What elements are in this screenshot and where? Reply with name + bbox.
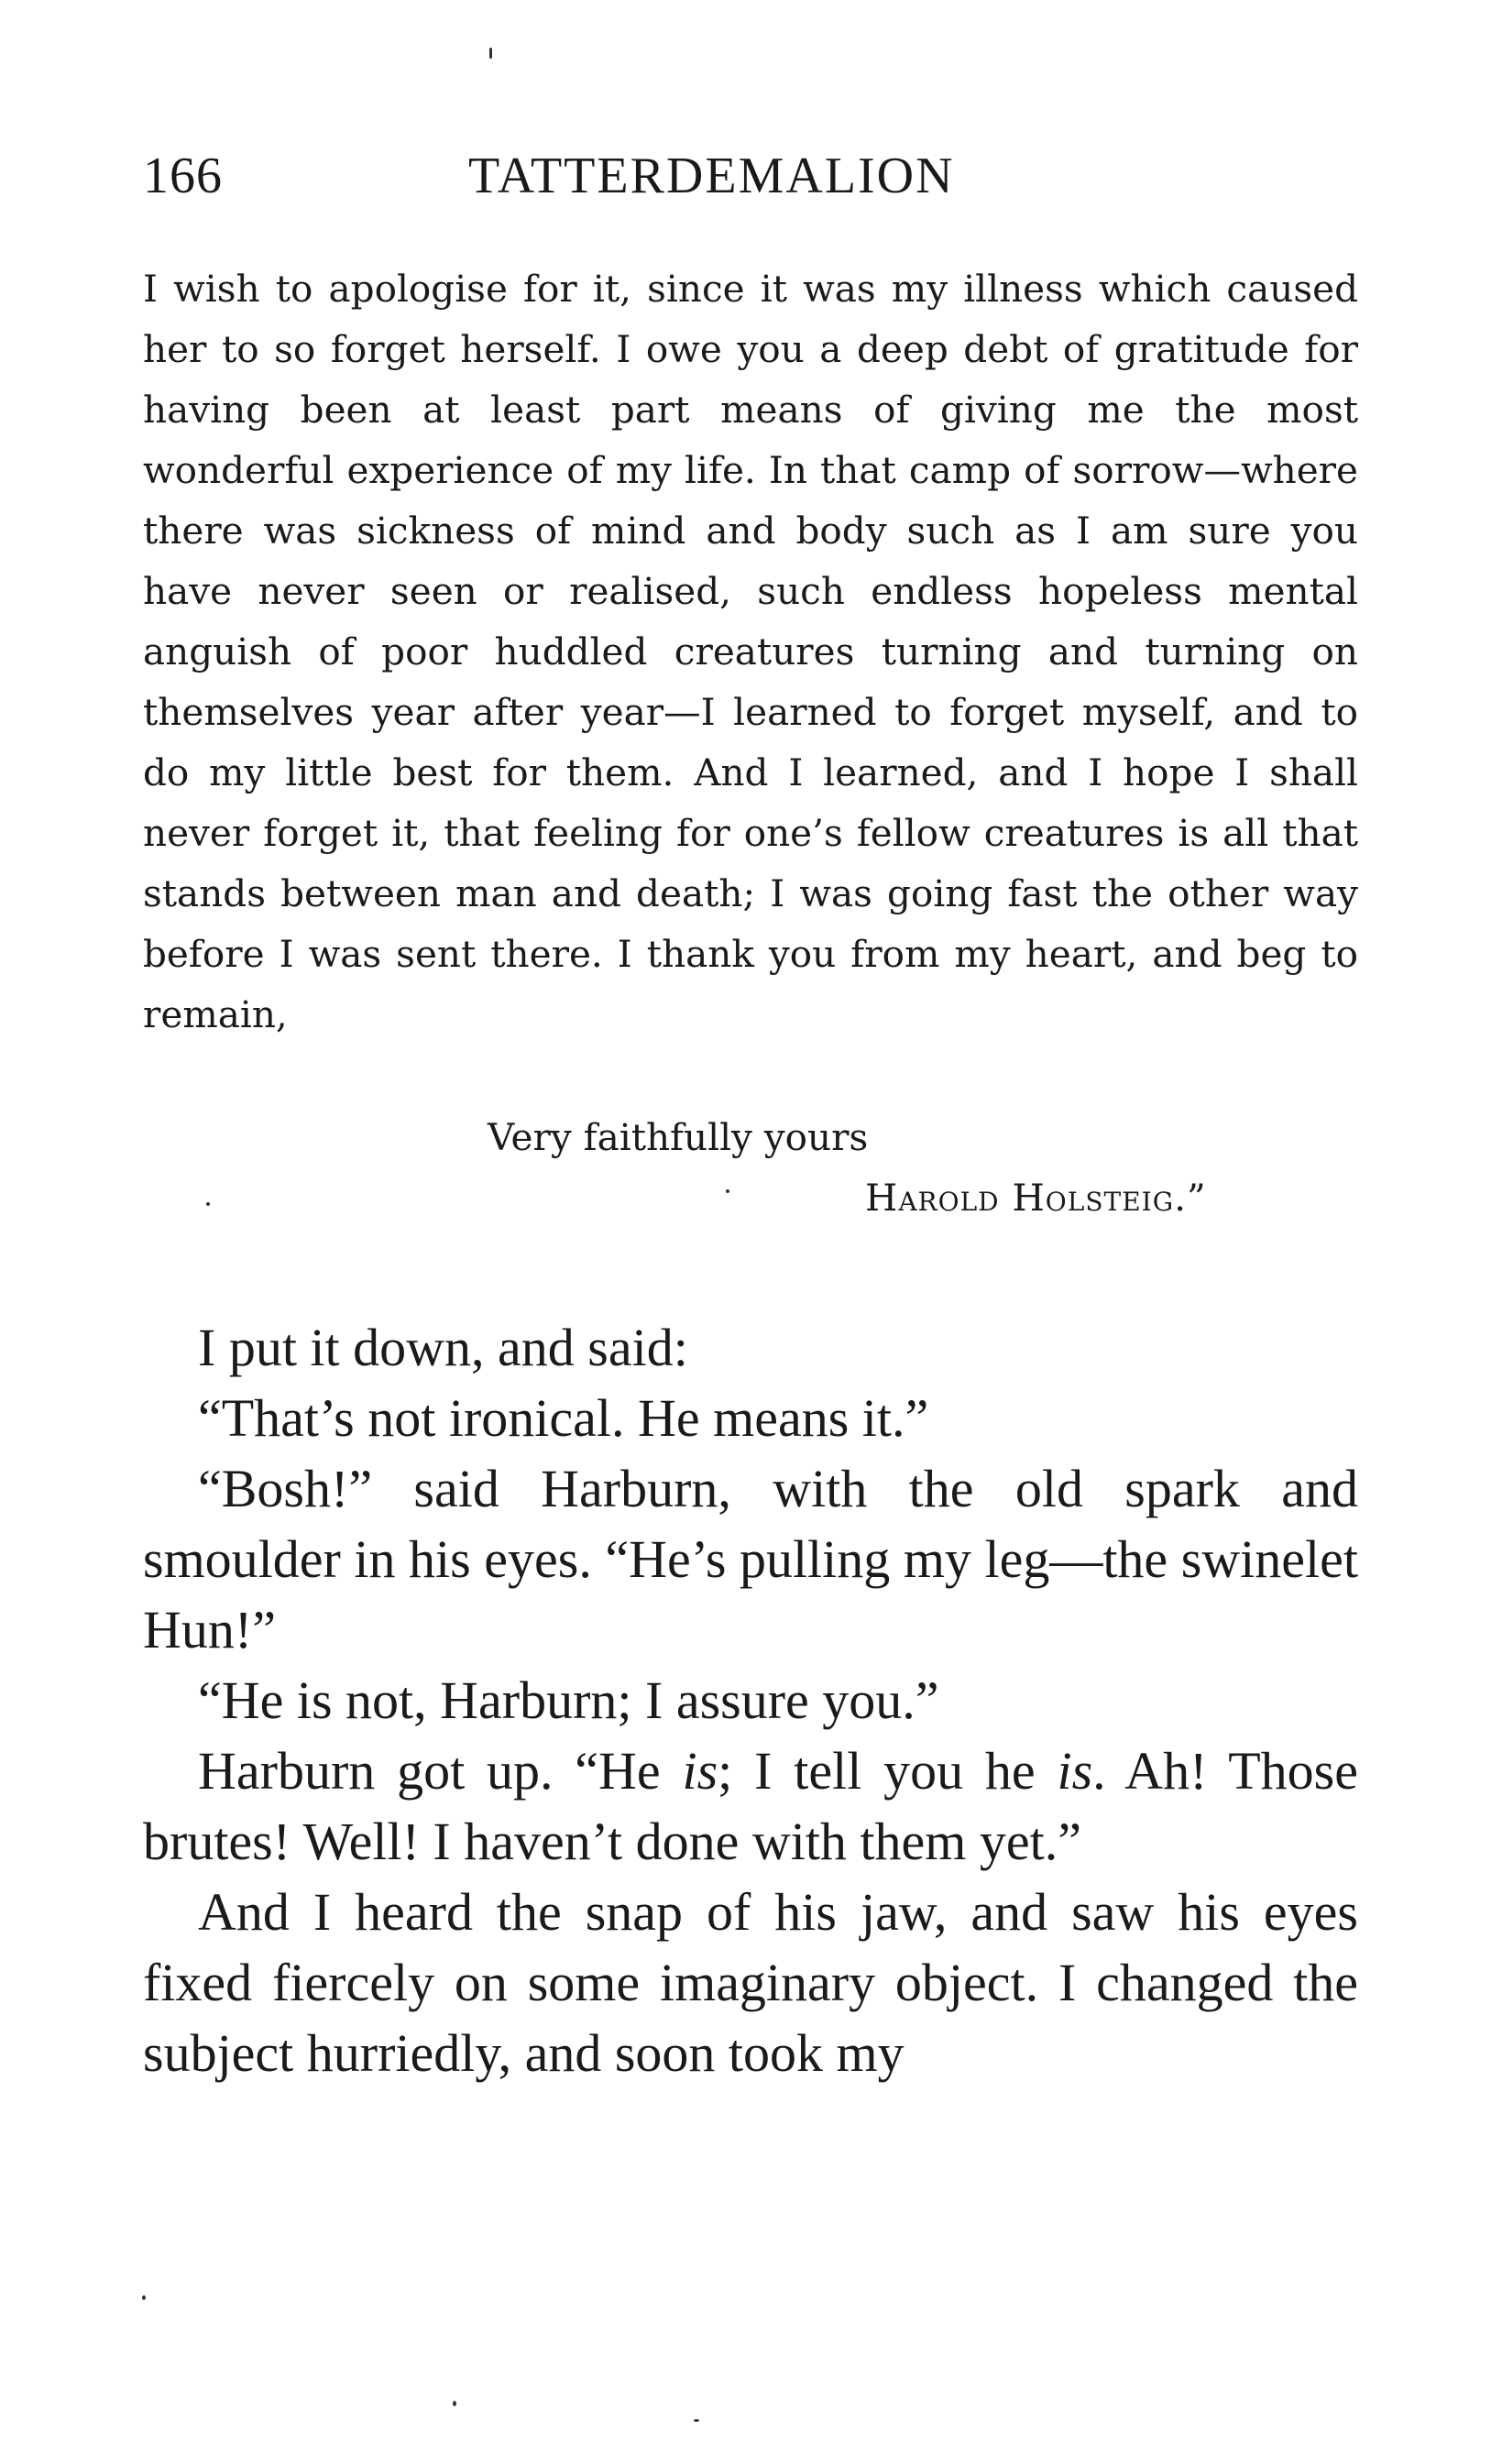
scan-speck (726, 1189, 729, 1193)
page-number: 166 (143, 148, 223, 204)
paragraph-5-part-2: ; I tell you he (718, 1741, 1058, 1801)
paragraph-5-part-3: . Ah! Those brutes! Well! I haven’t done with them yet.” (143, 1741, 1358, 1871)
narrative-text (143, 1312, 1358, 2088)
scan-speck (206, 1202, 210, 1206)
paragraph-4: “He is not, Harburn; I assure you.” (198, 1670, 939, 1730)
paragraph-5-emphasis-1: is (682, 1741, 718, 1801)
book-title: TATTERDEMALION (468, 148, 955, 204)
scan-speck (489, 48, 492, 59)
letter-body: I wish to apologise for it, since it was my illness which caused her to so forget herself. I owe you a deep debt of gratitude for having been at least part means of giving me the most wonderful experience of my life. In that camp of sorrow—where there was sickness of mind and body such as I am sure you have never seen or realised, such endless hopeless mental anguish of poor huddled creatures turning and turning on themselves year after year—I learned to forget myself, and to do my little best for them. And I learned, and I hope I shall never forget it, that feeling for one’s fellow creatures is all that stands between man and death; I was going fast the other way before I was sent there. I thank you from my heart, and beg to remain, (143, 267, 1358, 1036)
paragraph-2: “That’s not ironical. He means it.” (198, 1388, 929, 1448)
paragraph-3: “Bosh!” said Harburn, with the old spark and smoulder in his eyes. “He’s pulling my leg—the swinelet Hun!” (143, 1459, 1358, 1659)
scan-speck (142, 2295, 146, 2300)
paragraph-5-part-1: Harburn got up. “He (198, 1741, 683, 1801)
letter-closing: Very faithfully yours (488, 1115, 869, 1159)
letter-signature: Harold Holsteig.” (865, 1176, 1207, 1220)
paragraph-6: And I heard the snap of his jaw, and saw his eyes fixed fiercely on some imaginary object. I changed the subject hurriedly, and soon took my (143, 1882, 1358, 2083)
running-head (143, 147, 1353, 211)
scan-speck (694, 2419, 699, 2422)
paragraph-1: I put it down, and said: (198, 1318, 688, 1377)
scan-speck (453, 2401, 456, 2406)
paragraph-5-emphasis-2: is (1057, 1741, 1093, 1801)
paragraph-5 (143, 1736, 1358, 1877)
